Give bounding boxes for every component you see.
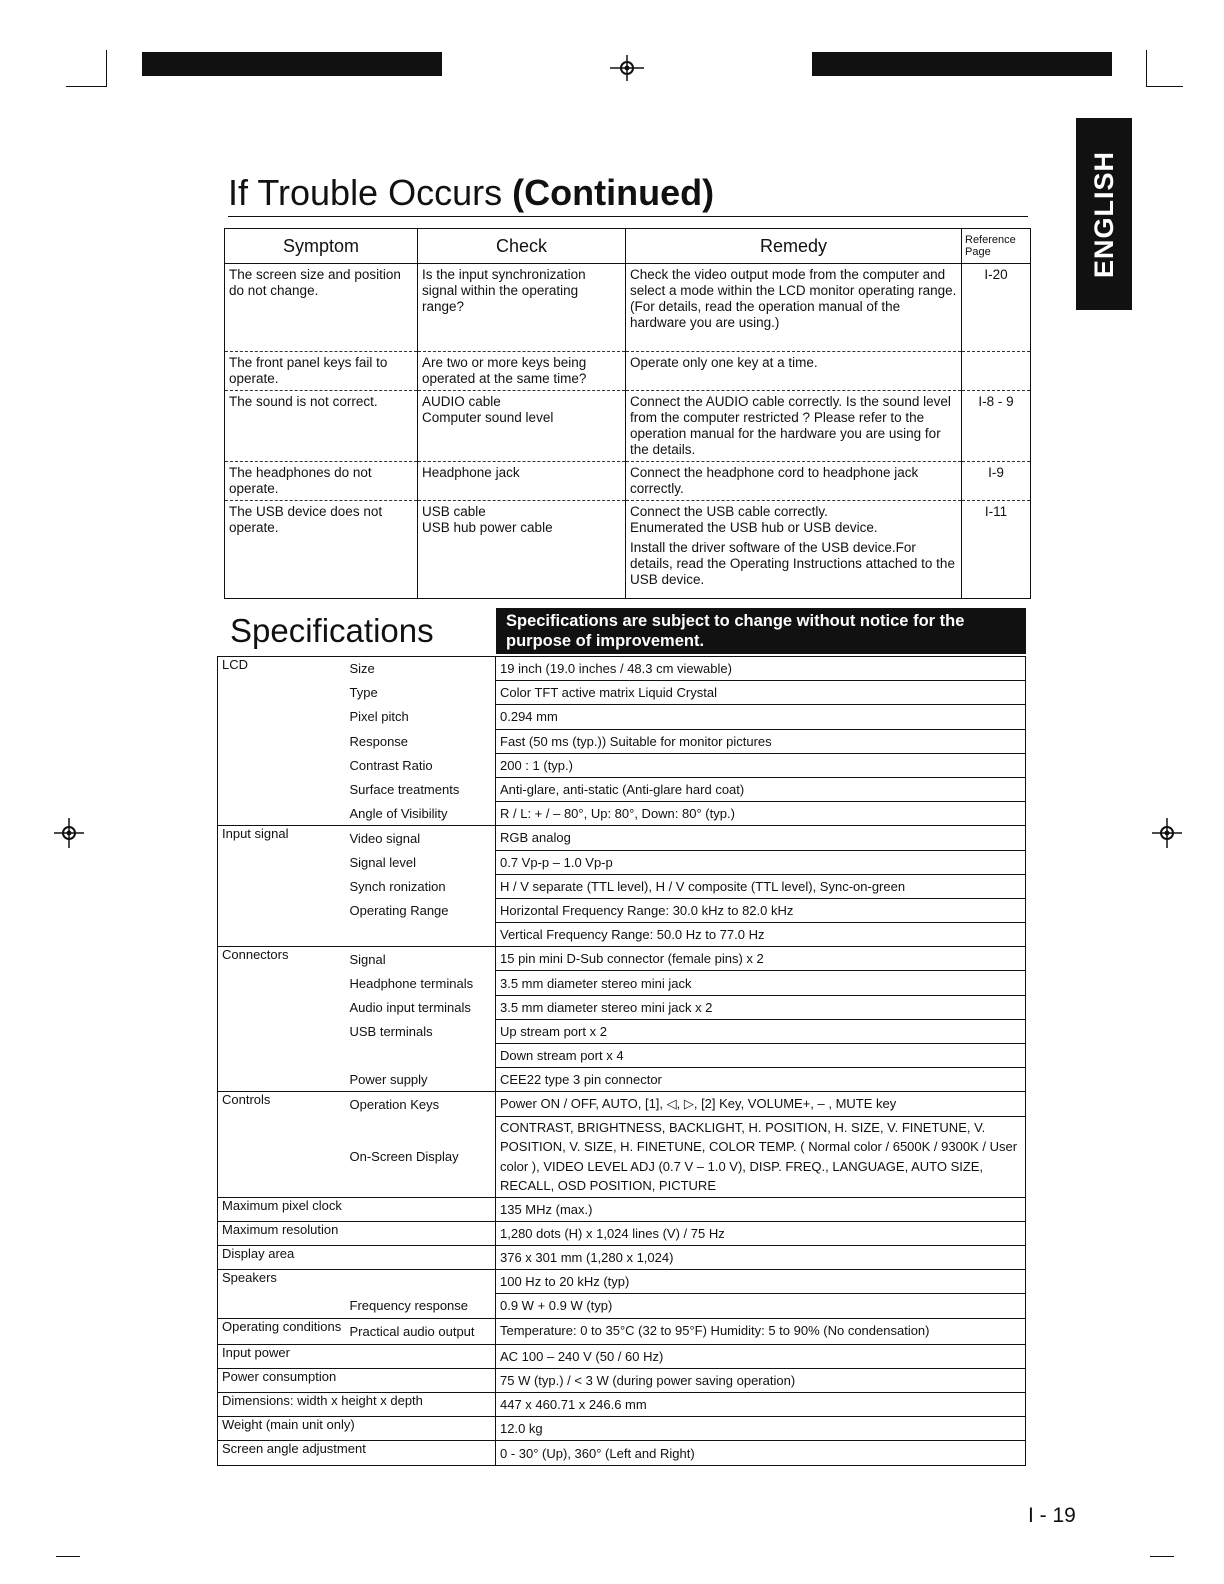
symptom-cell: The USB device does not operate.	[225, 501, 418, 599]
spec-row	[218, 1019, 1026, 1043]
spec-row	[218, 947, 1026, 971]
trouble-row	[225, 501, 1031, 599]
spec-category	[218, 753, 346, 777]
check-cell	[418, 352, 626, 391]
spec-item: Surface treatments	[349, 782, 460, 798]
spec-item: Operation Keys	[346, 1092, 496, 1116]
specifications-table	[217, 656, 1026, 1466]
spec-item	[346, 1344, 496, 1368]
spec-row	[218, 705, 1026, 729]
crop-mark-bottom-left	[56, 1556, 80, 1558]
spec-row	[218, 753, 1026, 777]
spec-row	[218, 1368, 1026, 1392]
spec-item: Angle of Visibility	[349, 805, 448, 821]
spec-item: Power supply	[349, 1072, 428, 1088]
registration-bar-left	[142, 52, 442, 76]
spec-value: 0.9 W + 0.9 W (typ)	[496, 1294, 1026, 1318]
spec-item	[346, 1245, 496, 1269]
remedy-text: Operate only one key at a time.	[630, 355, 818, 370]
spec-row	[218, 826, 1026, 850]
spec-category: Maximum pixel clock	[218, 1197, 496, 1221]
spec-category	[218, 898, 346, 922]
crosshair-icon	[610, 55, 644, 81]
spec-row	[218, 1197, 1026, 1221]
spec-item: Pixel pitch	[349, 709, 409, 725]
spec-row	[218, 1245, 1026, 1269]
remedy-text: Enumerated the USB hub or USB device.	[630, 520, 878, 535]
spec-value: 376 x 301 mm (1,280 x 1,024)	[496, 1245, 1026, 1269]
title-rule	[228, 216, 1028, 217]
remedy-text: Connect the headphone cord to headphone jack correctly.	[630, 465, 919, 496]
spec-category: Controls	[218, 1092, 346, 1116]
spec-item: Synch ronization	[349, 878, 446, 894]
crop-mark-bottom-right	[1150, 1556, 1174, 1558]
crop-mark-top-left	[66, 50, 107, 87]
spec-category	[218, 705, 346, 729]
remedy-text: Connect the USB cable correctly.	[630, 504, 828, 519]
spec-item: Signal	[346, 947, 496, 971]
crosshair-icon-right	[1152, 818, 1182, 848]
spec-value: 0.7 Vp-p – 1.0 Vp-p	[496, 850, 1026, 874]
spec-row	[218, 1116, 1026, 1197]
spec-category: Operating conditions	[218, 1318, 346, 1344]
spec-category: Speakers	[218, 1270, 346, 1294]
check-header: Check	[418, 229, 626, 264]
trouble-title-suffix: (Continued)	[512, 172, 715, 213]
spec-category: Maximum resolution	[218, 1221, 496, 1245]
spec-value: Up stream port x 2	[496, 1019, 1026, 1043]
spec-value: Horizontal Frequency Range: 30.0 kHz to 82.0 kHz	[496, 898, 1026, 922]
check-cell	[418, 501, 626, 599]
spec-category: Connectors	[218, 947, 346, 971]
spec-category: Input signal	[218, 826, 346, 850]
spec-item	[346, 923, 496, 947]
spec-row	[218, 1221, 1026, 1245]
spec-row	[218, 681, 1026, 705]
spec-category	[218, 1044, 346, 1068]
remedy-cell	[626, 501, 962, 599]
spec-category	[218, 874, 346, 898]
check-text: USB hub power cable	[422, 520, 553, 535]
spec-category	[218, 729, 346, 753]
check-text: Are two or more keys being operated at the same time?	[422, 355, 587, 386]
trouble-title	[228, 172, 714, 214]
spec-value: 0 - 30° (Up), 360° (Left and Right)	[496, 1441, 1026, 1465]
spec-category: Weight (main unit only)	[218, 1417, 496, 1441]
check-text: AUDIO cable	[422, 394, 501, 409]
spec-category: Dimensions: width x height x depth	[218, 1393, 496, 1417]
reference-cell: I-8 - 9	[962, 391, 1031, 462]
spec-category	[218, 777, 346, 801]
trouble-row	[225, 352, 1031, 391]
spec-value: R / L: + / – 80°, Up: 80°, Down: 80° (typ.)	[496, 802, 1026, 826]
spec-value: RGB analog	[496, 826, 1026, 850]
spec-value: Anti-glare, anti-static (Anti-glare hard coat)	[496, 777, 1026, 801]
spec-item: Frequency response	[349, 1298, 469, 1314]
spec-row	[218, 1044, 1026, 1068]
check-text: Computer sound level	[422, 410, 554, 425]
spec-item: On-Screen Display	[349, 1148, 459, 1164]
remedy-text: Install the driver software of the USB device.For details, read the Operating Instructions attached to the USB device.	[630, 540, 955, 587]
spec-row	[218, 923, 1026, 947]
spec-item: Audio input terminals	[349, 999, 471, 1015]
specifications-header	[224, 608, 1024, 654]
spec-row	[218, 777, 1026, 801]
spec-value: Temperature: 0 to 35°C (32 to 95°F) Humidity: 5 to 90% (No condensation)	[496, 1318, 1026, 1344]
remedy-header: Remedy	[626, 229, 962, 264]
spec-value: AC 100 – 240 V (50 / 60 Hz)	[496, 1344, 1026, 1368]
specifications-title: Specifications	[230, 612, 434, 649]
spec-item: Video signal	[346, 826, 496, 850]
spec-value: Vertical Frequency Range: 50.0 Hz to 77.0 Hz	[496, 923, 1026, 947]
crop-mark-top-right	[1146, 50, 1183, 87]
spec-value: 15 pin mini D-Sub connector (female pins) x 2	[496, 947, 1026, 971]
trouble-header-row	[225, 229, 1031, 264]
language-tab-label: ENGLISH	[1088, 150, 1119, 278]
spec-value: 1,280 dots (H) x 1,024 lines (V) / 75 Hz	[496, 1221, 1026, 1245]
spec-value: Down stream port x 4	[496, 1044, 1026, 1068]
spec-category: Screen angle adjustment	[218, 1441, 496, 1465]
spec-item: USB terminals	[349, 1023, 433, 1039]
symptom-cell: The sound is not correct.	[225, 391, 418, 462]
spec-value: Color TFT active matrix Liquid Crystal	[496, 681, 1026, 705]
symptom-cell: The screen size and position do not change.	[225, 264, 418, 352]
spec-row	[218, 1344, 1026, 1368]
spec-category	[218, 1294, 346, 1318]
spec-category	[218, 1116, 346, 1197]
remedy-text: Check the video output mode from the computer and select a mode within the LCD monitor operating range. (For details, read the operation manual of the hardware you are using.)	[630, 267, 957, 330]
registration-bar-right	[812, 52, 1112, 76]
spec-item: Contrast Ratio	[349, 757, 433, 773]
spec-category	[218, 971, 346, 995]
crosshair-icon-left	[54, 818, 84, 848]
remedy-cell	[626, 352, 962, 391]
specifications-note: Specifications are subject to change without notice for the purpose of improvement.	[496, 608, 1026, 654]
spec-category: Display area	[218, 1245, 346, 1269]
spec-category	[218, 1068, 346, 1092]
spec-row	[218, 898, 1026, 922]
spec-value: 3.5 mm diameter stereo mini jack x 2	[496, 995, 1026, 1019]
spec-row	[218, 874, 1026, 898]
spec-value: 100 Hz to 20 kHz (typ)	[496, 1270, 1026, 1294]
spec-row	[218, 657, 1026, 681]
spec-category: Input power	[218, 1344, 346, 1368]
spec-category	[218, 995, 346, 1019]
spec-row	[218, 850, 1026, 874]
spec-row	[218, 995, 1026, 1019]
spec-value: Fast (50 ms (typ.)) Suitable for monitor pictures	[496, 729, 1026, 753]
spec-category	[218, 802, 346, 826]
spec-item	[346, 1270, 496, 1294]
spec-value: 19 inch (19.0 inches / 48.3 cm viewable)	[496, 657, 1026, 681]
spec-row	[218, 1068, 1026, 1092]
specifications-body	[218, 657, 1026, 1466]
symptom-cell: The front panel keys fail to operate.	[225, 352, 418, 391]
spec-item: Response	[349, 733, 409, 749]
spec-item: Signal level	[349, 854, 416, 870]
spec-value: 12.0 kg	[496, 1417, 1026, 1441]
spec-value: 135 MHz (max.)	[496, 1197, 1026, 1221]
spec-category: LCD	[222, 657, 249, 672]
spec-row	[218, 802, 1026, 826]
remedy-cell	[626, 462, 962, 501]
spec-row	[218, 1393, 1026, 1417]
reference-cell: I-11	[984, 504, 1008, 519]
spec-value: 3.5 mm diameter stereo mini jack	[496, 971, 1026, 995]
spec-item	[346, 1044, 496, 1068]
spec-row	[218, 1441, 1026, 1465]
remedy-cell	[626, 391, 962, 462]
spec-value: 200 : 1 (typ.)	[496, 753, 1026, 777]
spec-item: Type	[349, 685, 378, 701]
spec-value: Power ON / OFF, AUTO, [1], ◁, ▷, [2] Key, VOLUME+, – , MUTE key	[496, 1092, 1026, 1116]
check-cell	[418, 462, 626, 501]
spec-row	[218, 1092, 1026, 1116]
spec-category: Power consumption	[218, 1368, 496, 1392]
trouble-row	[225, 391, 1031, 462]
remedy-text: Connect the AUDIO cable correctly. Is the sound level from the computer restricted ? Please refer to the operation manual for the hardware you are using for the details.	[630, 394, 951, 457]
spec-category	[218, 923, 346, 947]
spec-category	[218, 681, 346, 705]
spec-value: 75 W (typ.) / < 3 W (during power saving operation)	[496, 1368, 1026, 1392]
spec-category	[218, 1019, 346, 1043]
symptom-cell: The headphones do not operate.	[225, 462, 418, 501]
symptom-header: Symptom	[225, 229, 418, 264]
reference-cell	[962, 352, 1031, 391]
trouble-table	[224, 228, 1031, 599]
spec-row	[218, 729, 1026, 753]
spec-row	[218, 1417, 1026, 1441]
check-cell	[418, 264, 626, 352]
spec-value: CEE22 type 3 pin connector	[496, 1068, 1026, 1092]
trouble-row	[225, 462, 1031, 501]
spec-item: Practical audio output	[346, 1318, 496, 1344]
spec-row	[218, 1294, 1026, 1318]
check-cell	[418, 391, 626, 462]
spec-item: Size	[349, 661, 375, 677]
spec-item: Operating Range	[349, 902, 449, 918]
spec-value: CONTRAST, BRIGHTNESS, BACKLIGHT, H. POSITION, H. SIZE, V. FINETUNE, V. POSITION, V. SIZE, H. FINETUNE, COLOR TEMP. ( Normal color / 6500K / 9300K / User color ), VIDEO LEVEL ADJ (0.7 V – 1.0 V), DISP. FREQ., LANGUAGE, AUTO SIZE, RECALL, OSD POSITION, PICTURE	[496, 1116, 1026, 1197]
check-text: Headphone jack	[422, 465, 520, 480]
spec-category	[218, 850, 346, 874]
spec-item: Headphone terminals	[349, 975, 474, 991]
trouble-row	[225, 264, 1031, 352]
spec-row	[218, 971, 1026, 995]
trouble-body	[225, 264, 1031, 599]
spec-row	[218, 1270, 1026, 1294]
check-text: USB cable	[422, 504, 486, 519]
page-number: I - 19	[1028, 1504, 1076, 1527]
reference-header: Reference Page	[962, 229, 1031, 264]
remedy-cell	[626, 264, 962, 352]
spec-value: 447 x 460.71 x 246.6 mm	[496, 1393, 1026, 1417]
spec-value: H / V separate (TTL level), H / V composite (TTL level), Sync-on-green	[496, 874, 1026, 898]
check-text: Is the input synchronization signal within the operating range?	[422, 267, 586, 314]
language-tab	[1076, 118, 1132, 310]
reference-cell: I-9	[962, 462, 1031, 501]
spec-row	[218, 1318, 1026, 1344]
trouble-title-text: If Trouble Occurs	[228, 172, 503, 213]
reference-cell: I-20	[962, 264, 1031, 352]
spec-value: 0.294 mm	[496, 705, 1026, 729]
